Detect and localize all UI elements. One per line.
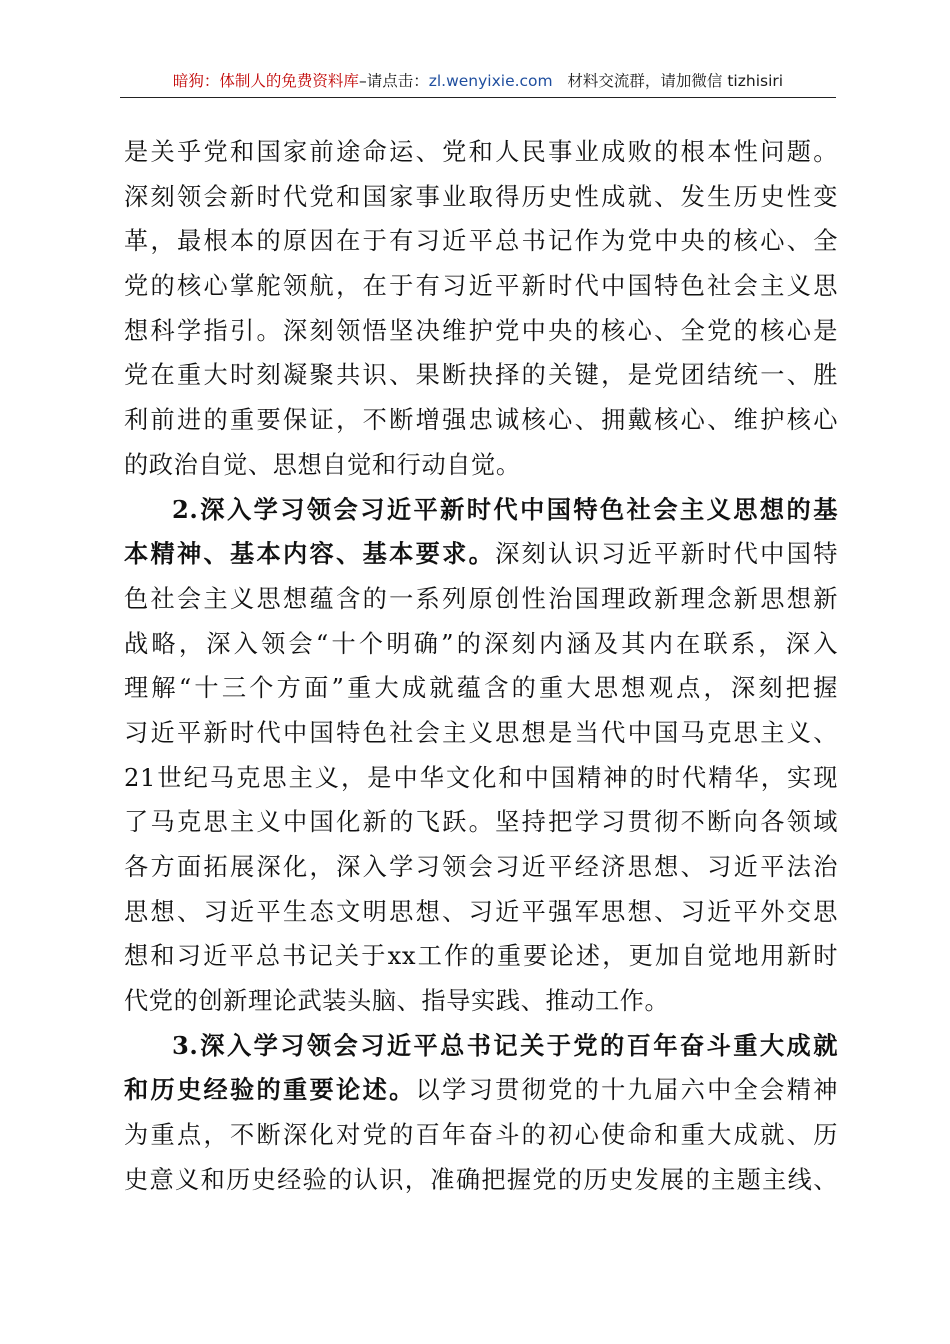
heading-text: 本精神、基本内容、基本要求。	[124, 539, 496, 569]
line-text: 革，最根本的原因在于有习近平总书记作为党中央的核心、全	[124, 227, 838, 256]
body-line	[124, 934, 838, 979]
line-text: 想科学指引。深刻领悟坚决维护党中央的核心、全党的核心是	[124, 316, 838, 345]
body-line	[124, 666, 838, 711]
body-line	[124, 622, 838, 667]
page-header	[120, 66, 836, 96]
body-line	[124, 175, 838, 220]
body-line	[124, 532, 838, 577]
body-line	[124, 711, 838, 756]
line-text: 战略，深入领会“十个明确”的深刻内涵及其内在联系，深入	[124, 629, 838, 658]
body-line	[124, 800, 838, 845]
line-text: 各方面拓展深化，深入学习领会习近平经济思想、习近平法治	[124, 853, 838, 881]
line-text: 的政治自觉、思想自觉和行动自觉。	[124, 450, 521, 479]
line-text: 思想、习近平生态文明思想、习近平强军思想、习近平外交思	[124, 897, 838, 926]
header-divider	[120, 97, 836, 98]
line-text: 了马克思主义中国化新的飞跃。坚持把学习贯彻不断向各领域	[124, 808, 838, 837]
heading-text: 3.深入学习领会习近平总书记关于党的百年奋斗重大成就	[172, 1030, 838, 1060]
line-text: 习近平新时代中国特色社会主义思想是当代中国马克思主义、	[124, 718, 838, 747]
line-text: 21世纪马克思主义，是中华文化和中国精神的时代精华，实现	[124, 763, 838, 792]
body-line	[124, 756, 838, 801]
body-line	[124, 309, 838, 354]
header-url-link[interactable]: zl.wenyixie.com	[428, 72, 553, 90]
heading-text: 2.深入学习领会习近平新时代中国特色社会主义思想的基	[172, 494, 838, 524]
line-text: 理解“十三个方面”重大成就蕴含的重大思想观点，深刻把握	[124, 674, 838, 703]
body-line	[124, 1113, 838, 1158]
body-line	[124, 845, 838, 890]
line-text: 以学习贯彻党的十九届六中全会精神	[415, 1076, 838, 1105]
header-site-name: 暗狗：体制人的免费资料库	[172, 72, 359, 90]
body-line	[124, 577, 838, 622]
body-line	[124, 398, 838, 443]
body-line	[124, 353, 838, 398]
line-text: 为重点，不断深化对党的百年奋斗的初心使命和重大成就、历	[124, 1121, 838, 1150]
document-body	[124, 130, 838, 1203]
line-text: 色社会主义思想蕴含的一系列原创性治国理政新理念新思想新	[124, 584, 838, 613]
section-heading-3	[124, 1024, 838, 1069]
body-line	[124, 443, 838, 488]
line-text: 党的核心掌舵领航，在于有习近平新时代中国特色社会主义思	[124, 272, 838, 301]
line-text: 深刻领会新时代党和国家事业取得历史性成就、发生历史性变	[124, 182, 838, 211]
line-text: 想和习近平总书记关于xx工作的重要论述，更加自觉地用新时	[124, 942, 838, 971]
header-wechat-text: 材料交流群，请加微信 tizhisiri	[567, 72, 784, 90]
line-text: 深刻认识习近平新时代中国特	[495, 540, 838, 569]
body-line	[124, 264, 838, 309]
line-text: 利前进的重要保证，不断增强忠诚核心、拥戴核心、维护核心	[124, 406, 838, 435]
line-text: 是关乎党和国家前途命运、党和人民事业成败的根本性问题。	[124, 138, 838, 166]
header-click-prompt: –请点击：	[358, 72, 429, 90]
section-heading-2	[124, 488, 838, 533]
body-line	[124, 890, 838, 935]
body-line	[124, 1158, 838, 1203]
body-line	[124, 1068, 838, 1113]
header-wechat-note	[553, 72, 783, 90]
line-text: 史意义和历史经验的认识，准确把握党的历史发展的主题主线、	[124, 1165, 838, 1194]
body-line	[124, 219, 838, 264]
line-text: 代党的创新理论武装头脑、指导实践、推动工作。	[124, 987, 670, 1016]
heading-text: 和历史经验的重要论述。	[124, 1075, 416, 1105]
body-line	[124, 979, 838, 1024]
body-line	[124, 130, 838, 175]
line-text: 党在重大时刻凝聚共识、果断抉择的关键，是党团结统一、胜	[124, 361, 838, 390]
